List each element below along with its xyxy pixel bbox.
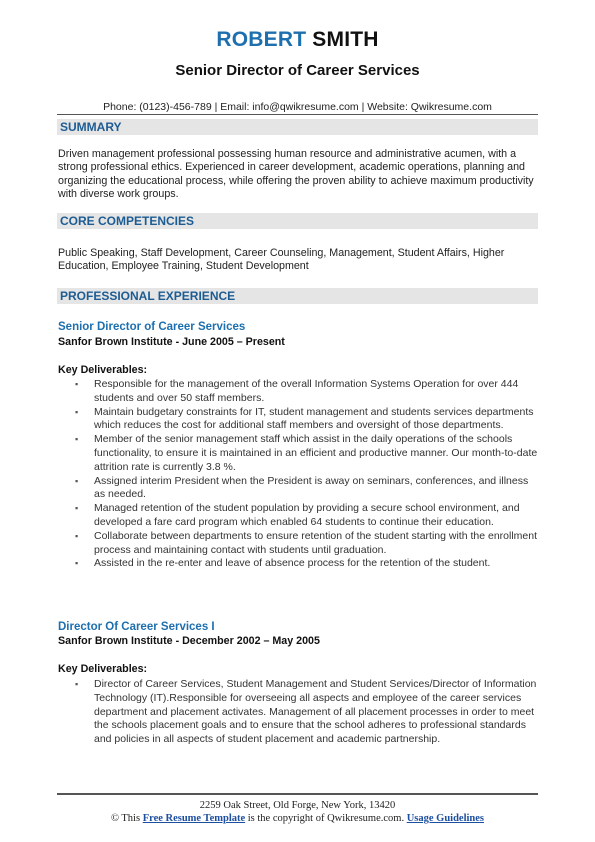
bullet-icon: ▪	[75, 475, 79, 486]
bullet-icon: ▪	[75, 679, 79, 689]
first-name: ROBERT	[216, 28, 307, 51]
summary-text: Driven management professional possessing human resource and administrative acumen, with a strong professional ethics. Experienced in career development, academic operations, planning and organizing the educational process, while offering the proven ability to achieve maximum productivity with diverse work groups.	[58, 148, 534, 201]
usage-guidelines-link[interactable]: Usage Guidelines	[406, 813, 485, 824]
key-deliverables-label: Key Deliverables:	[58, 364, 148, 376]
bullet-icon: ▪	[75, 558, 79, 569]
bullet-icon: ▪	[75, 503, 79, 514]
bullet-icon: ▪	[75, 434, 79, 445]
job-company-dates: Sanfor Brown Institute - June 2005 – Present	[58, 336, 285, 348]
bullet-icon: ▪	[75, 379, 79, 389]
competencies-text: Public Speaking, Staff Development, Career Counseling, Management, Student Affairs, Higher Education, Employee Training, Student Development	[58, 247, 505, 273]
candidate-title: Senior Director of Career Services	[175, 62, 420, 79]
list-item: ▪ Member of the senior management staff which assist in the daily operations of the schools functionality, to ensure it is maintained in an efficient and productive manner. Our month-to-date attrition rate is currently 3.8 %.	[75, 433, 538, 473]
free-resume-template-link[interactable]: Free Resume Template	[142, 813, 246, 824]
header-divider	[57, 114, 538, 115]
last-name: SMITH	[312, 28, 379, 51]
deliverables-list	[58, 378, 538, 571]
copyright-middle: is the copyright of Qwikresume.com.	[245, 813, 407, 824]
resume-header	[0, 28, 595, 80]
list-item: ▪ Collaborate between departments to ensure retention of the student starting with the enrollment process and maintaining contact with students until graduation.	[75, 529, 538, 556]
list-item: ▪ Assisted in the re-enter and leave of absence process for the retention of the student.	[75, 557, 491, 570]
list-item: ▪ Responsible for the management of the overall Information Systems Operation for over 444 students and over 50 staff members.	[75, 378, 519, 404]
bullet-icon: ▪	[75, 530, 79, 541]
list-item: ▪ Assigned interim President when the President is away on seminars, conferences, and illness as needed.	[75, 474, 529, 501]
footer-address: 2259 Oak Street, Old Forge, New York, 13420	[199, 800, 396, 811]
competencies-section-header	[57, 213, 538, 229]
summary-section-header	[57, 119, 538, 135]
list-item: ▪ Director of Career Services, Student Management and Student Services/Director of Information Technology (IT).Responsible for overseeing all aspects and employee of the career services department and placement activates. Management of all placement processes in order to meet the schools placement goals and to ensure that the school adheres to professional standards and policies in all aspects of student placement and academic partnership.	[75, 678, 537, 746]
candidate-name	[0, 28, 595, 52]
footer-copyright	[0, 812, 595, 825]
experience-section-header	[57, 288, 538, 304]
job-title: Senior Director of Career Services	[58, 321, 246, 333]
contact-line: Phone: (0123)-456-789 | Email: info@qwikresume.com | Website: Qwikresume.com	[103, 101, 492, 113]
competencies-heading: CORE COMPETENCIES	[60, 214, 195, 228]
deliverables-list	[58, 678, 538, 747]
summary-heading: SUMMARY	[60, 120, 122, 134]
key-deliverables-label: Key Deliverables:	[58, 663, 148, 675]
footer-divider	[57, 793, 538, 795]
job-company-dates: Sanfor Brown Institute - December 2002 – May 2005	[58, 635, 320, 647]
list-item: ▪ Maintain budgetary constraints for IT, student management and students services departments which reduces the cost for additional staff members and oversight of those departments.	[75, 405, 534, 432]
list-item: ▪ Managed retention of the student population by providing a secure school environment, and developed a fare card program which enabled 64 students to continue their education.	[75, 502, 520, 528]
copyright-prefix: © This	[110, 813, 143, 824]
bullet-icon: ▪	[75, 406, 79, 417]
experience-heading: PROFESSIONAL EXPERIENCE	[60, 289, 236, 303]
job-title: Director Of Career Services I	[58, 621, 215, 633]
